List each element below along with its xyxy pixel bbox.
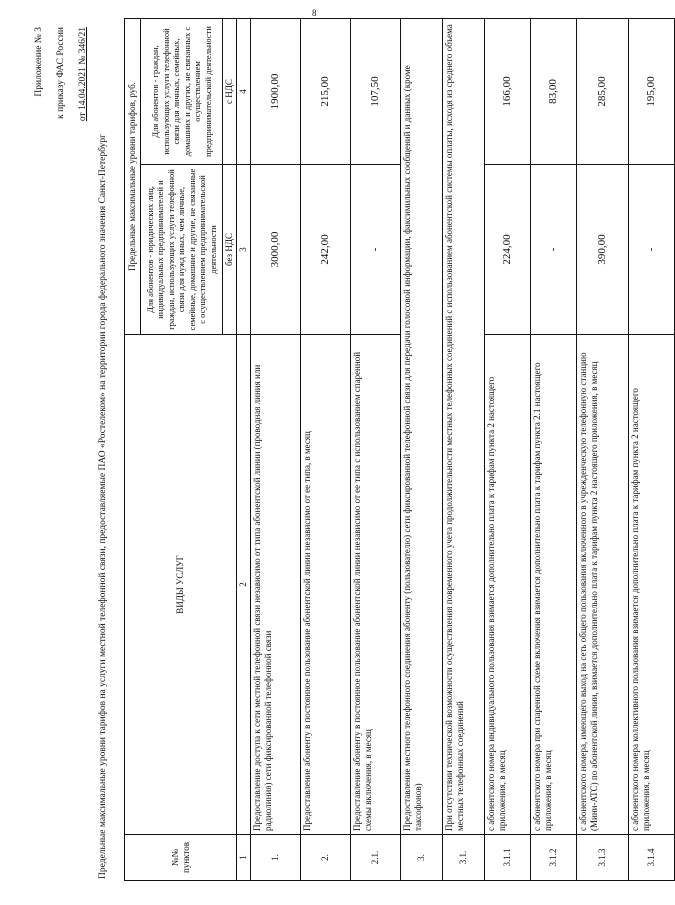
table-row	[485, 19, 531, 881]
vat-citizen: с НДС	[223, 19, 237, 165]
row-text: Предоставление абоненту в постоянное пользование абонентской линии независимо от ее типа с использованием спаренной схемы включения, в месяц	[351, 335, 401, 835]
appendix-date: от 14.04.2021 № 346/21	[78, 27, 88, 122]
row-num: 3.1.2	[531, 835, 577, 881]
row-citizen: 195,00	[629, 19, 675, 165]
table-row	[401, 19, 443, 881]
row-citizen: 83,00	[531, 19, 577, 165]
row-num: 1.	[251, 835, 301, 881]
appendix-order: к приказу ФАС России	[56, 27, 66, 119]
table-row	[251, 19, 301, 881]
row-text: Предоставление абоненту в постоянное пользование абонентской линии независимо от ее типа, в месяц	[301, 335, 351, 835]
row-text: с абонентского номера коллективного пользования взимается дополнительно плата к тарифам пункта 2 настоящего приложения, в месяц	[629, 335, 675, 835]
row-text: Предоставление доступа к сети местной телефонной связи независимо от типа абонентской линии (проводная линия или радиолиния) сети фиксированной телефонной связи	[251, 335, 301, 835]
header-legal: Для абонентов - юридических лиц, индивидуальных предпринимателей и граждан, использующих услуги телефонной связи для нужд иных, чем личные, семейные, домашние и другие, не связанные с осуществлением предпринимательской деятельности	[141, 165, 223, 335]
row-num: 3.1.3	[577, 835, 629, 881]
page-number: 8	[312, 8, 317, 18]
row-citizen: 215,00	[301, 19, 351, 165]
table-row	[629, 19, 675, 881]
vat-legal: без НДС	[223, 165, 237, 335]
row-legal: 242,00	[301, 165, 351, 335]
header-citizen: Для абонентов - граждан, использующих услуги телефонной связи для личных, семейных, домашних и других, не связанных с осуществлением предпринимательской деятельности	[141, 19, 223, 165]
row-num: 3.1.4	[629, 835, 675, 881]
row-num: 2.1.	[351, 835, 401, 881]
header-service: ВИДЫ УСЛУГ	[125, 335, 237, 835]
row-legal: 224,00	[485, 165, 531, 335]
row-text: с абонентского номера, имеющего выход на сеть общего пользования включенного в учрежденческую телефонную станцию (Мини-АТС) по абонентской линии, взимается дополнительно плата к тарифам пункта 2 настоящего приложения, в месяц	[577, 335, 629, 835]
appendix-title: Приложение № 3	[34, 27, 44, 97]
col-number-2: 2	[237, 335, 251, 835]
header-num: №№ пунктов	[125, 835, 237, 881]
row-citizen: 107,50	[351, 19, 401, 165]
col-number-4: 4	[237, 19, 251, 165]
col-number-3: 3	[237, 165, 251, 335]
row-num: 3.	[401, 835, 443, 881]
row-num: 3.1.	[443, 835, 485, 881]
table-row	[351, 19, 401, 881]
row-legal: -	[531, 165, 577, 335]
table-row	[531, 19, 577, 881]
table-row	[301, 19, 351, 881]
table-row	[577, 19, 629, 881]
row-legal: -	[351, 165, 401, 335]
row-num: 3.1.1	[485, 835, 531, 881]
header-tariff-group: Предельные максимальные уровни тарифов, руб.	[125, 19, 141, 335]
row-citizen: 285,00	[577, 19, 629, 165]
row-num: 2.	[301, 835, 351, 881]
col-number-1: 1	[237, 835, 251, 881]
row-text: с абонентского номера индивидуального пользования взимается дополнительно плата к тарифам пункта 2 настоящего приложения, в месяц	[485, 335, 531, 835]
row-legal: 3000,00	[251, 165, 301, 335]
row-legal: 390,00	[577, 165, 629, 335]
rotated-document	[20, 17, 658, 897]
row-citizen: 166,00	[485, 19, 531, 165]
tariff-table	[124, 18, 675, 881]
row-citizen: 1900,00	[251, 19, 301, 165]
row-text: Предоставление местного телефонного соединения абоненту (пользователю) сети фиксированной телефонной связи для передачи голосовой информации, факсимильных сообщений и данных (кроме таксофонов)	[401, 19, 443, 835]
table-caption: Предельные максимальные уровни тарифов на услуги местной телефонной связи, предоставляемые ПАО «Ростелеком» на территории города федерального значения Санкт-Петербург	[98, 134, 108, 879]
row-text: с абонентского номера при спаренной схеме включения взимается дополнительно плата к тарифам пункта 2.1 настоящего приложения, в месяц	[531, 335, 577, 835]
row-legal: -	[629, 165, 675, 335]
table-row	[443, 19, 485, 881]
row-text: При отсутствии технической возможности осуществления повременного учета продолжительности местных телефонных соединений с использованием абонентской системы оплаты, исходя из среднего объема местных телефонных соединений	[443, 19, 485, 835]
